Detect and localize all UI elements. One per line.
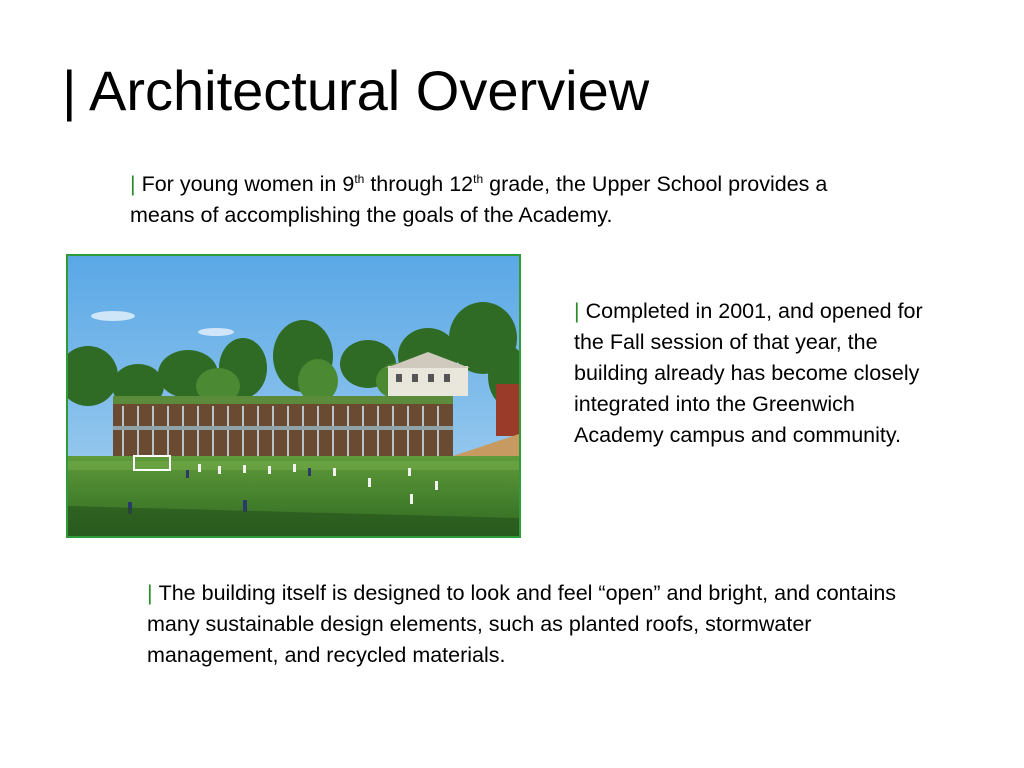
intro-paragraph — [130, 169, 870, 231]
design-text: The building itself is designed to look and feel “open” and bright, and contains many sustainable design elements, such as planted roofs, stormwater management, and recycled materials. — [147, 581, 897, 667]
bullet-bar-icon: | — [574, 299, 580, 323]
bullet-bar-icon: | — [130, 172, 136, 196]
bullet-bar-icon: | — [147, 581, 153, 605]
design-paragraph — [147, 578, 907, 671]
intro-text-b: through 12 — [364, 172, 474, 196]
completion-paragraph — [574, 296, 934, 451]
slide-title: | Architectural Overview — [62, 59, 650, 122]
intro-text-c: grade, the Upper School provides a means of accomplishing the goals of the Academy. — [130, 172, 828, 227]
campus-photo-illustration — [68, 256, 519, 536]
intro-sup-a: th — [354, 171, 365, 186]
campus-building-photo — [66, 254, 521, 538]
intro-sup-b: th — [473, 171, 484, 186]
completion-text: Completed in 2001, and opened for the Fall session of that year, the building already has become closely integrated into the Greenwich Academy campus and community. — [574, 299, 923, 447]
intro-text-a: For young women in 9 — [141, 172, 355, 196]
